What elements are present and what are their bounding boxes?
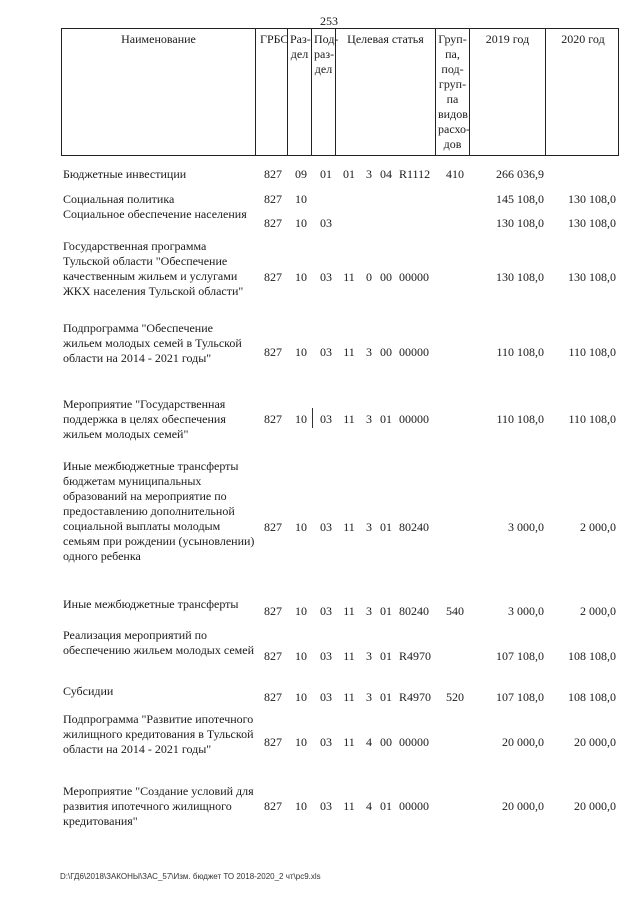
cell-a1: 11 <box>343 520 355 534</box>
cell-razdel: 10 <box>295 799 307 813</box>
cell-a3: 01 <box>380 690 392 704</box>
row-name: Реализация мероприятий по обеспечению жильем молодых семей <box>63 628 254 657</box>
header-grbs: ГРБС <box>256 29 288 155</box>
row-name: Государственная программа Тульской области "Обеспечение качественным жильем и услугами ЖКХ населения Тульской области" <box>63 239 244 298</box>
cell-podrazdel: 03 <box>320 270 332 284</box>
cell-podrazdel: 01 <box>320 167 332 181</box>
cell-a1: 01 <box>343 167 355 181</box>
header-podrazdel: Под-раз-дел <box>312 29 336 155</box>
cell-grbs: 827 <box>264 799 282 813</box>
cell-y2019: 130 108,0 <box>496 270 544 284</box>
row-name: Субсидии <box>63 684 114 698</box>
cell-grbs: 827 <box>264 690 282 704</box>
cell-y2020: 110 108,0 <box>568 345 616 359</box>
cell-podrazdel: 03 <box>320 799 332 813</box>
cell-a4: R4970 <box>399 690 432 704</box>
cell-y2020: 108 108,0 <box>568 649 616 663</box>
row-name: Бюджетные инвестиции <box>63 167 187 181</box>
cell-a2: 4 <box>366 799 372 813</box>
cell-a3: 01 <box>380 520 392 534</box>
header-2019: 2019 год <box>470 29 546 155</box>
cell-y2019: 20 000,0 <box>502 735 544 749</box>
cell-razdel: 09 <box>295 167 307 181</box>
cell-a1: 11 <box>343 735 355 749</box>
cell-podrazdel: 03 <box>320 735 332 749</box>
row-name: Иные межбюджетные трансферты <box>63 597 239 611</box>
cell-podrazdel: 03 <box>320 345 332 359</box>
cell-grbs: 827 <box>264 520 282 534</box>
cell-y2020: 110 108,0 <box>568 412 616 426</box>
cell-vid: 520 <box>446 690 464 704</box>
cell-a2: 0 <box>366 270 372 284</box>
cell-y2019: 145 108,0 <box>496 192 544 206</box>
cell-razdel: 10 <box>295 192 307 206</box>
cell-a4: 00000 <box>399 412 429 426</box>
cell-a2: 3 <box>366 412 372 426</box>
cell-a2: 3 <box>366 690 372 704</box>
cell-a2: 3 <box>366 345 372 359</box>
cell-razdel: 10 <box>295 345 307 359</box>
file-path-footer: D:\ГД6\2018\ЗАКОНЫ\ЗАС_57\Изм. бюджет ТО 2018-2020_2 чт\рс9.xls <box>60 872 321 881</box>
cell-a2: 3 <box>366 604 372 618</box>
row-name: Подпрограмма "Обеспечение жильем молодых семей в Тульской области на 2014 - 2021 годы" <box>63 321 242 365</box>
cell-podrazdel: 03 <box>320 520 332 534</box>
cell-a4: 00000 <box>399 735 429 749</box>
cell-y2019: 3 000,0 <box>508 520 544 534</box>
cell-a3: 04 <box>380 167 392 181</box>
cell-a2: 3 <box>366 167 372 181</box>
row-name: Социальное обеспечение населения <box>63 207 247 221</box>
cell-a1: 11 <box>343 345 355 359</box>
cell-y2019: 107 108,0 <box>496 649 544 663</box>
cell-grbs: 827 <box>264 735 282 749</box>
cell-razdel: 10 <box>295 216 307 230</box>
cell-razdel: 10 <box>295 690 307 704</box>
cell-a3: 01 <box>380 604 392 618</box>
cell-y2019: 130 108,0 <box>496 216 544 230</box>
header-2020: 2020 год <box>561 32 605 46</box>
cell-razdel: 10 <box>295 735 307 749</box>
cell-a3: 00 <box>380 345 392 359</box>
cell-vid: 540 <box>446 604 464 618</box>
cell-podrazdel: 03 <box>320 649 332 663</box>
cell-razdel: 10 <box>295 604 307 618</box>
cell-y2020: 130 108,0 <box>568 270 616 284</box>
cell-a3: 01 <box>380 412 392 426</box>
cell-y2019: 3 000,0 <box>508 604 544 618</box>
cell-grbs: 827 <box>264 270 282 284</box>
scan-mark <box>312 408 313 428</box>
cell-y2020: 20 000,0 <box>574 799 616 813</box>
cell-a2: 4 <box>366 735 372 749</box>
cell-y2020: 130 108,0 <box>568 216 616 230</box>
cell-y2019: 110 108,0 <box>496 412 544 426</box>
header-name: Наименование <box>62 29 256 155</box>
cell-a4: 80240 <box>399 520 429 534</box>
cell-podrazdel: 03 <box>320 604 332 618</box>
cell-a4: R4970 <box>399 649 432 663</box>
cell-podrazdel: 03 <box>320 412 332 426</box>
row-name: Социальная политика <box>63 192 175 206</box>
cell-y2020: 130 108,0 <box>568 192 616 206</box>
cell-a1: 11 <box>343 799 355 813</box>
cell-vid: 410 <box>446 167 464 181</box>
cell-podrazdel: 03 <box>320 216 332 230</box>
cell-a4: 00000 <box>399 345 429 359</box>
row-name: Мероприятие "Государственная поддержка в целях обеспечения жильем молодых семей" <box>63 397 226 441</box>
cell-grbs: 827 <box>264 216 282 230</box>
cell-y2020: 20 000,0 <box>574 735 616 749</box>
cell-a4: 80240 <box>399 604 429 618</box>
header-group: Груп-па, под-груп-па видов расхо-дов <box>436 29 470 155</box>
cell-razdel: 10 <box>295 270 307 284</box>
header-target: Целевая статья <box>336 29 436 155</box>
cell-grbs: 827 <box>264 604 282 618</box>
row-name: Иные межбюджетные трансферты бюджетам муниципальных образований на мероприятие по предоставлению дополнительной социальной выплаты молодым семьям при рождении (усыновлении) одного ребенка <box>63 459 255 563</box>
cell-razdel: 10 <box>295 520 307 534</box>
cell-a3: 00 <box>380 270 392 284</box>
cell-y2019: 266 036,9 <box>496 167 544 181</box>
cell-y2020: 2 000,0 <box>580 520 616 534</box>
cell-grbs: 827 <box>264 167 282 181</box>
cell-a1: 11 <box>343 604 355 618</box>
cell-a1: 11 <box>343 412 355 426</box>
cell-grbs: 827 <box>264 649 282 663</box>
page-number: 253 <box>320 14 338 28</box>
cell-a2: 3 <box>366 649 372 663</box>
cell-y2020: 108 108,0 <box>568 690 616 704</box>
cell-y2020: 2 000,0 <box>580 604 616 618</box>
table-header <box>61 28 619 156</box>
cell-grbs: 827 <box>264 192 282 206</box>
cell-a4: 00000 <box>399 270 429 284</box>
cell-a3: 00 <box>380 735 392 749</box>
cell-razdel: 10 <box>295 412 307 426</box>
cell-a3: 01 <box>380 799 392 813</box>
cell-a4: R1112 <box>399 167 431 181</box>
cell-a1: 11 <box>343 649 355 663</box>
cell-y2019: 107 108,0 <box>496 690 544 704</box>
cell-y2019: 110 108,0 <box>496 345 544 359</box>
cell-razdel: 10 <box>295 649 307 663</box>
cell-podrazdel: 03 <box>320 690 332 704</box>
cell-a1: 11 <box>343 270 355 284</box>
cell-grbs: 827 <box>264 345 282 359</box>
cell-grbs: 827 <box>264 412 282 426</box>
header-razdel: Раз-дел <box>288 29 312 155</box>
cell-a3: 01 <box>380 649 392 663</box>
row-name: Мероприятие "Создание условий для развития ипотечного жилищного кредитования" <box>63 784 254 828</box>
row-name: Подпрограмма "Развитие ипотечного жилищного кредитования в Тульской области на 2014 - 2021 годы" <box>63 712 254 756</box>
cell-a2: 3 <box>366 520 372 534</box>
cell-a1: 11 <box>343 690 355 704</box>
cell-y2019: 20 000,0 <box>502 799 544 813</box>
cell-a4: 00000 <box>399 799 429 813</box>
